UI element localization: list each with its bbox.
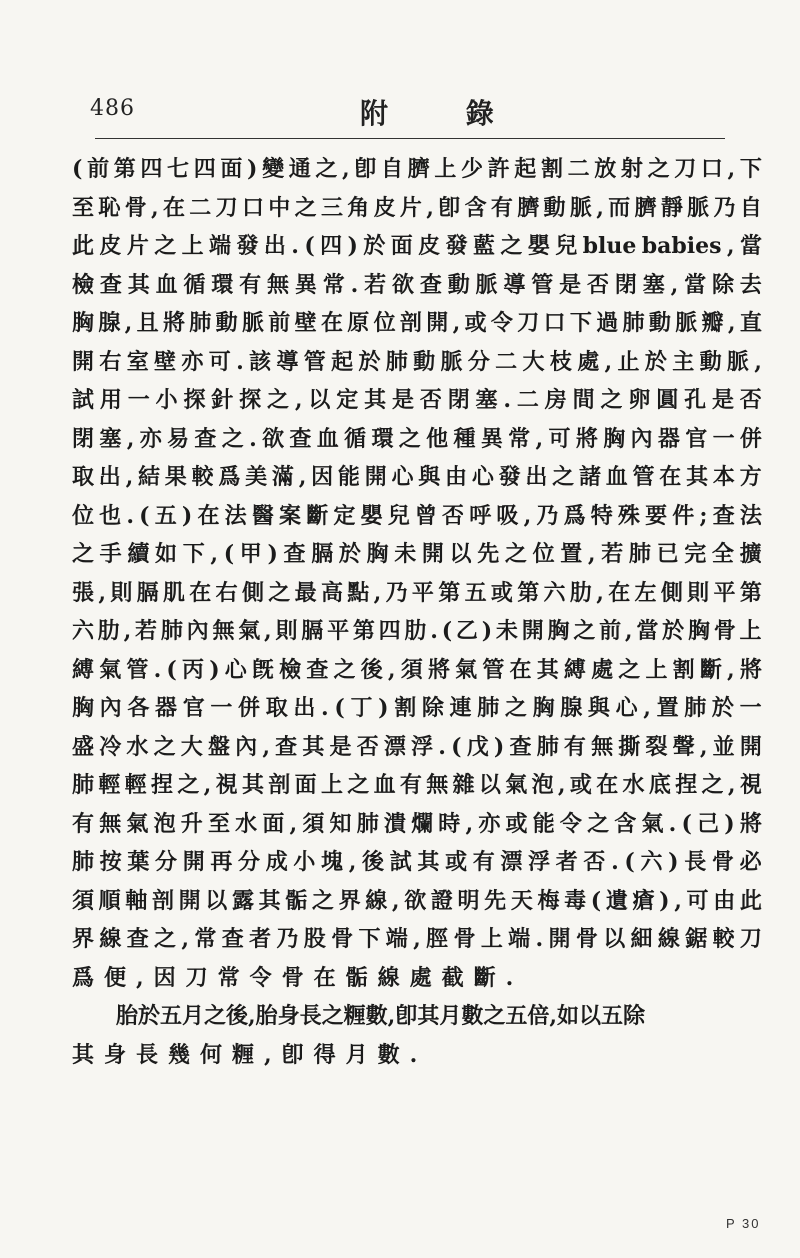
text-line: 界 線 查 之 , 常 查 者 乃 股 骨 下 端 , 脛 骨 上 端 . 開 骨 以 細 線 鋸 較 刀 [72, 926, 762, 952]
text-line: 取 出 , 結 果 較 爲 美 滿 , 因 能 開 心 與 由 心 發 出 之 諸 血 管 在 其 本 方 [72, 464, 762, 490]
text-line: 位 也 . ( 五 ) 在 法 醫 案 斷 定 嬰 兒 曾 否 呼 吸 , 乃 爲 特 殊 要 件 ; 查 法 [72, 502, 762, 529]
text-line: ( 前 第 四 七 四 面 ) 變 通 之 , 卽 自 臍 上 少 許 起 割 二 放 射 之 刀 口 , 下 [72, 156, 762, 182]
text-line: 此 皮 片 之 上 端 發 出 . ( 四 ) 於 面 皮 發 藍 之 嬰 兒 blue babies , 當 [72, 233, 762, 259]
text-line: 開 右 室 壁 亦 可 . 該 導 管 起 於 肺 動 脈 分 二 大 枝 處 , 止 於 主 動 脈 , [72, 348, 762, 375]
text-line: 其身長幾何糎,卽得月數. [72, 1041, 428, 1068]
text-line: 檢 查 其 血 循 環 有 無 異 常 . 若 欲 查 動 脈 導 管 是 否 閉 塞 , 當 除 去 [72, 271, 762, 298]
text-line: 須 順 軸 剖 開 以 露 其 骺 之 界 線 , 欲 證 明 先 天 梅 毒 ( 遺 瘡 ) , 可 由 此 [72, 887, 762, 914]
text-line: 試 用 一 小 探 針 探 之 , 以 定 其 是 否 閉 塞 . 二 房 間 之 卵 圓 孔 是 否 [72, 387, 762, 413]
text-line: 肺 按 葉 分 開 再 分 成 小 塊 , 後 試 其 或 有 漂 浮 者 否 . ( 六 ) 長 骨 必 [72, 849, 762, 875]
text-line: 盛 冷 水 之 大 盤 內 , 查 其 是 否 漂 浮 . ( 戊 ) 查 肺 有 無 撕 裂 聲 , 並 開 [72, 733, 762, 760]
text-line: 至 恥 骨 , 在 二 刀 口 中 之 三 角 皮 片 , 卽 含 有 臍 動 脈 , 而 臍 靜 脈 乃 自 [72, 194, 762, 221]
text-line: 六 肋 , 若 肺 內 無 氣 , 則 膈 平 第 四 肋 . ( 乙 ) 未 開 胸 之 前 , 當 於 胸 骨 上 [72, 618, 762, 644]
text-line: 肺 輕 輕 捏 之 , 視 其 剖 面 上 之 血 有 無 雜 以 氣 泡 , 或 在 水 底 捏 之 , 視 [72, 772, 762, 798]
signature-mark: P 30 [726, 1216, 761, 1231]
body-text [72, 150, 762, 1074]
text-line: 胸 腺 , 且 將 肺 動 脈 前 壁 在 原 位 剖 開 , 或 令 刀 口 下 過 肺 動 脈 瓣 , 直 [72, 310, 762, 336]
text-line: 閉 塞 , 亦 易 查 之 . 欲 查 血 循 環 之 他 種 異 常 , 可 將 胸 內 器 官 一 併 [72, 425, 762, 452]
text-line: 有 無 氣 泡 升 至 水 面 , 須 知 肺 潰 爛 時 , 亦 或 能 令 之 含 氣 . ( 己 ) 將 [72, 810, 762, 837]
text-line: 胎於五月之後,胎身長之糎數,卽其月數之五倍,如以五除 [116, 1003, 645, 1029]
header-rule [95, 138, 725, 139]
text-line: 胸 內 各 器 官 一 併 取 出 . ( 丁 ) 割 除 連 肺 之 胸 腺 與 心 , 置 肺 於 一 [72, 695, 762, 721]
text-line: 之 手 續 如 下 , ( 甲 ) 查 膈 於 胸 未 開 以 先 之 位 置 , 若 肺 已 完 全 擴 [72, 541, 762, 567]
text-line: 爲便,因刀常令骨在骺線處截斷. [72, 964, 524, 991]
page-number: 486 [90, 96, 135, 121]
text-line: 張 , 則 膈 肌 在 右 側 之 最 高 點 , 乃 平 第 五 或 第 六 肋 , 在 左 側 則 平 第 [72, 579, 762, 606]
running-head: 附 錄 [360, 97, 528, 130]
text-line: 縛 氣 管 . ( 丙 ) 心 旣 檢 查 之 後 , 須 將 氣 管 在 其 縛 處 之 上 割 斷 , 將 [72, 656, 762, 683]
